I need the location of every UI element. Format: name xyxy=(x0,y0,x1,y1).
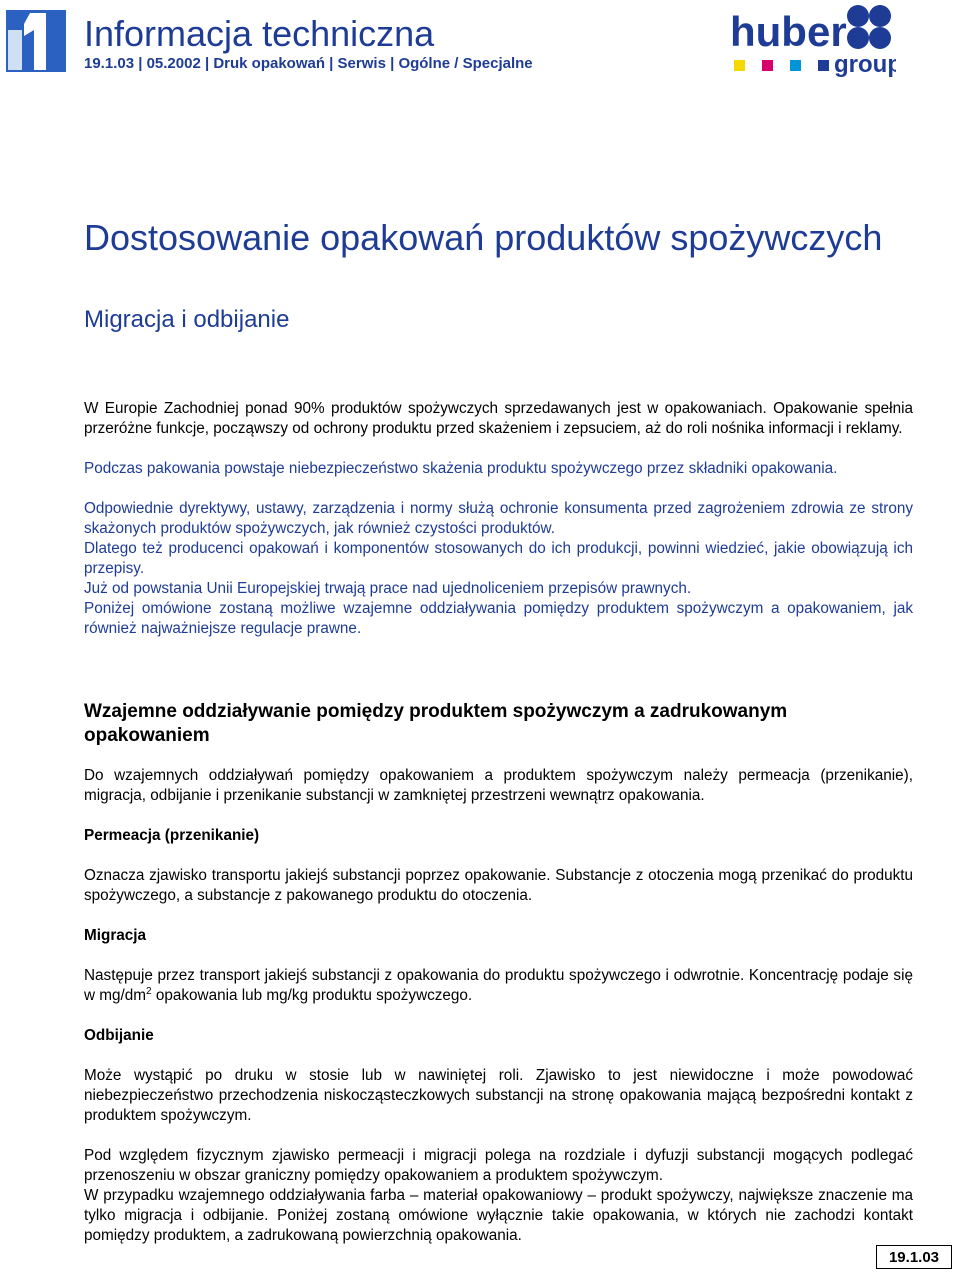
migration-unit-exponent: 2 xyxy=(146,985,152,997)
intro-paragraph-4: Dlatego też producenci opakowań i komponentów stosowanych do ich produkcji, powinni wiedzieć, jakie obowiązują ich przepisy. xyxy=(84,540,913,577)
document-type-title: Informacja techniczna xyxy=(84,13,435,54)
logo-name: huber xyxy=(730,8,847,55)
permeation-text: Oznacza zjawisko transportu jakiejś substancji poprzez opakowanie. Substancje z otoczenia mogą przenikać do produktu spożywczego, a substancje z pakowanego produktu do otoczenia. xyxy=(84,867,913,904)
section-number-badge xyxy=(6,10,66,72)
logo-suffix: group xyxy=(834,51,896,78)
closing-paragraph-2: W przypadku wzajemnego oddziaływania farba – materiał opakowaniowy – produkt spożywczy, największe znaczenie ma tylko migracja i odbijanie. Poniżej zostaną omówione wyłącznie takie opakowania, w których nie zachodzi kontakt pomiędzy produktem, a zadrukowaną powierzchnią opakowania. xyxy=(84,1187,913,1244)
section-heading: Wzajemne oddziaływanie pomiędzy produktem spożywczym a zadrukowanym opakowaniem xyxy=(84,701,788,746)
migration-text-end: opakowania lub mg/kg produktu spożywczego. xyxy=(151,987,473,1004)
intro-paragraph-2: Podczas pakowania powstaje niebezpieczeństwo skażenia produktu spożywczego przez składniki opakowania. xyxy=(84,460,838,477)
migration-heading: Migracja xyxy=(84,927,147,944)
migration-text xyxy=(84,966,913,1006)
page-subtitle: Migracja i odbijanie xyxy=(84,306,290,333)
document-meta-line: 19.1.03 | 05.2002 | Druk opakowań | Serwis | Ogólne / Specjalne xyxy=(84,55,533,72)
migration-text-main: Następuje przez transport jakiejś substancji z opakowania do produktu spożywczego i odwrotnie. Koncentrację podaje się w mg/dm xyxy=(84,967,913,1004)
setoff-heading: Odbijanie xyxy=(84,1027,154,1044)
intro-paragraph-3: Odpowiednie dyrektywy, ustawy, zarządzenia i normy służą ochronie konsumenta przed zagrożeniem zdrowia ze strony skażonych produktów spożywczych, jak również czystości produktów. xyxy=(84,500,913,537)
section-intro: Do wzajemnych oddziaływań pomiędzy opakowaniem a produktem spożywczym należy permeacja (przenikanie), migracja, odbijanie i przenikanie substancji w zamkniętej przestrzeni wewnątrz opakowania. xyxy=(84,767,913,804)
intro-paragraph-6: Poniżej omówione zostaną możliwe wzajemne oddziaływania pomiędzy produktem spożywczym a opakowaniem, jak również najważniejsze regulacje prawne. xyxy=(84,600,913,637)
huber-group-logo xyxy=(726,2,896,80)
intro-paragraph-5: Już od powstania Unii Europejskiej trwają prace nad ujednoliceniem przepisów prawnych. xyxy=(84,580,692,597)
intro-paragraph-1: W Europie Zachodniej ponad 90% produktów spożywczych sprzedawanych jest w opakowaniach. Opakowanie spełnia przeróżne funkcje, począwszy od ochrony produktu przed skażeniem i zepsuciem, aż do roli nośnika informacji i reklamy. xyxy=(84,400,913,437)
permeation-heading: Permeacja (przenikanie) xyxy=(84,827,260,844)
page-code-box: 19.1.03 xyxy=(876,1245,952,1269)
setoff-text: Może wystąpić po druku w stosie lub w nawiniętej roli. Zjawisko to jest niewidoczne i może powodować niebezpieczeństwo przechodzenia niskocząsteczkowych substancji na stronę opakowania mającą bezpośredni kontakt z produktem spożywczym. xyxy=(84,1067,913,1124)
closing-paragraph-1: Pod względem fizycznym zjawisko permeacji i migracji polega na rozdziale i dyfuzji substancji mogących podlegać przenoszeniu w obszar graniczny pomiędzy opakowaniem a produktem spożywczym. xyxy=(84,1147,913,1184)
page-title: Dostosowanie opakowań produktów spożywczych xyxy=(84,217,883,258)
